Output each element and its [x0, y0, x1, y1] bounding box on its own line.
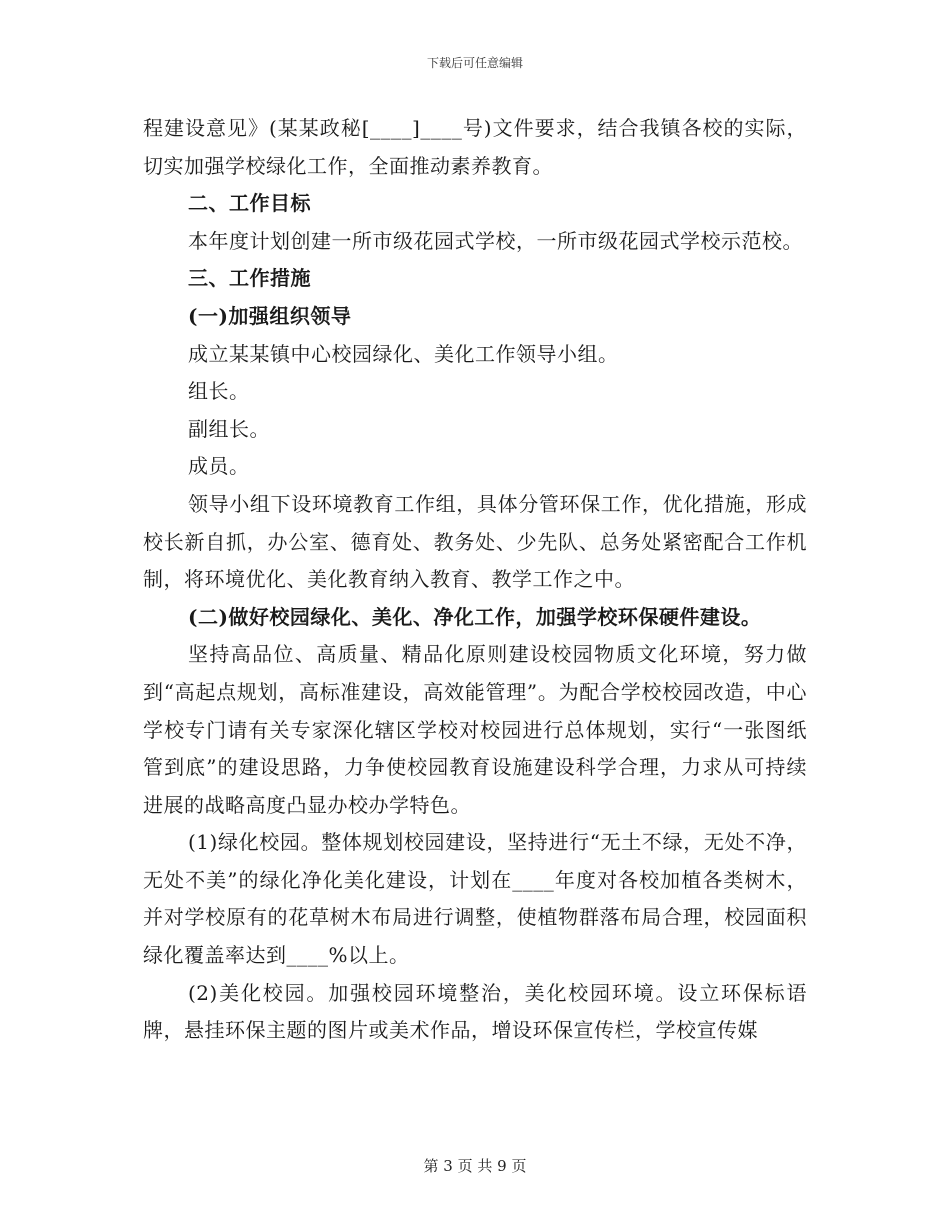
- paragraph-5: 成立某某镇中心校园绿化、美化工作领导小组。: [188, 341, 619, 366]
- paragraph-13: (2)美化校园。加强校园环境整治，美化校园环境。设立环保标语牌，悬挂环保主题的图片或美术作品，增设环保宣传栏，学校宣传媒: [143, 980, 807, 1043]
- paragraph-0: 程建设意见》(某某政秘[____]____号)文件要求，结合我镇各校的实际，切实加强学校绿化工作，全面推动素养教育。: [143, 116, 807, 178]
- page-header-note: 下载后可任意编辑: [426, 56, 523, 70]
- subsection-heading-1: (一)加强组织领导: [188, 303, 352, 328]
- section-heading-goals: 二、工作目标: [188, 191, 311, 216]
- subsection-heading-2: (二)做好校园绿化、美化、净化工作，加强学校环保硬件建设。: [188, 604, 762, 629]
- paragraph-12: (1)绿化校园。整体规划校园建设，坚持进行“无土不绿，无处不净，无处不美”的绿化净化美化建设，计划在____年度对各校加植各类树木，并对学校原有的花草树木布局进行调整，使植物群落布局合理，校园面积绿化覆盖率达到____%以上。: [143, 830, 807, 968]
- paragraph-2: 本年度计划创建一所市级花园式学校，一所市级花园式学校示范校。: [188, 228, 803, 253]
- document-body: [143, 110, 807, 1050]
- paragraph-8: 成员。: [188, 454, 250, 479]
- paragraph-6: 组长。: [188, 379, 250, 404]
- paragraph-9: 领导小组下设环境教育工作组，具体分管环保工作，优化措施，形成校长新自抓，办公室、德育处、教务处、少先队、总务处紧密配合工作机制，将环境优化、美化教育纳入教育、教学工作之中。: [143, 491, 807, 592]
- paragraph-11: 坚持高品位、高质量、精品化原则建设校园物质文化环境，努力做到“高起点规划，高标准建设，高效能管理”。为配合学校校园改造，中心学校专门请有关专家深化辖区学校对校园进行总体规划，实行“一张图纸管到底”的建设思路，力争使校园教育设施建设科学合理，力求从可持续进展的战略高度凸显办校办学特色。: [143, 642, 807, 817]
- paragraph-7: 副组长。: [188, 416, 270, 441]
- section-heading-measures: 三、工作措施: [188, 266, 311, 291]
- page-number-footer: 第 3 页 共 9 页: [423, 1157, 527, 1175]
